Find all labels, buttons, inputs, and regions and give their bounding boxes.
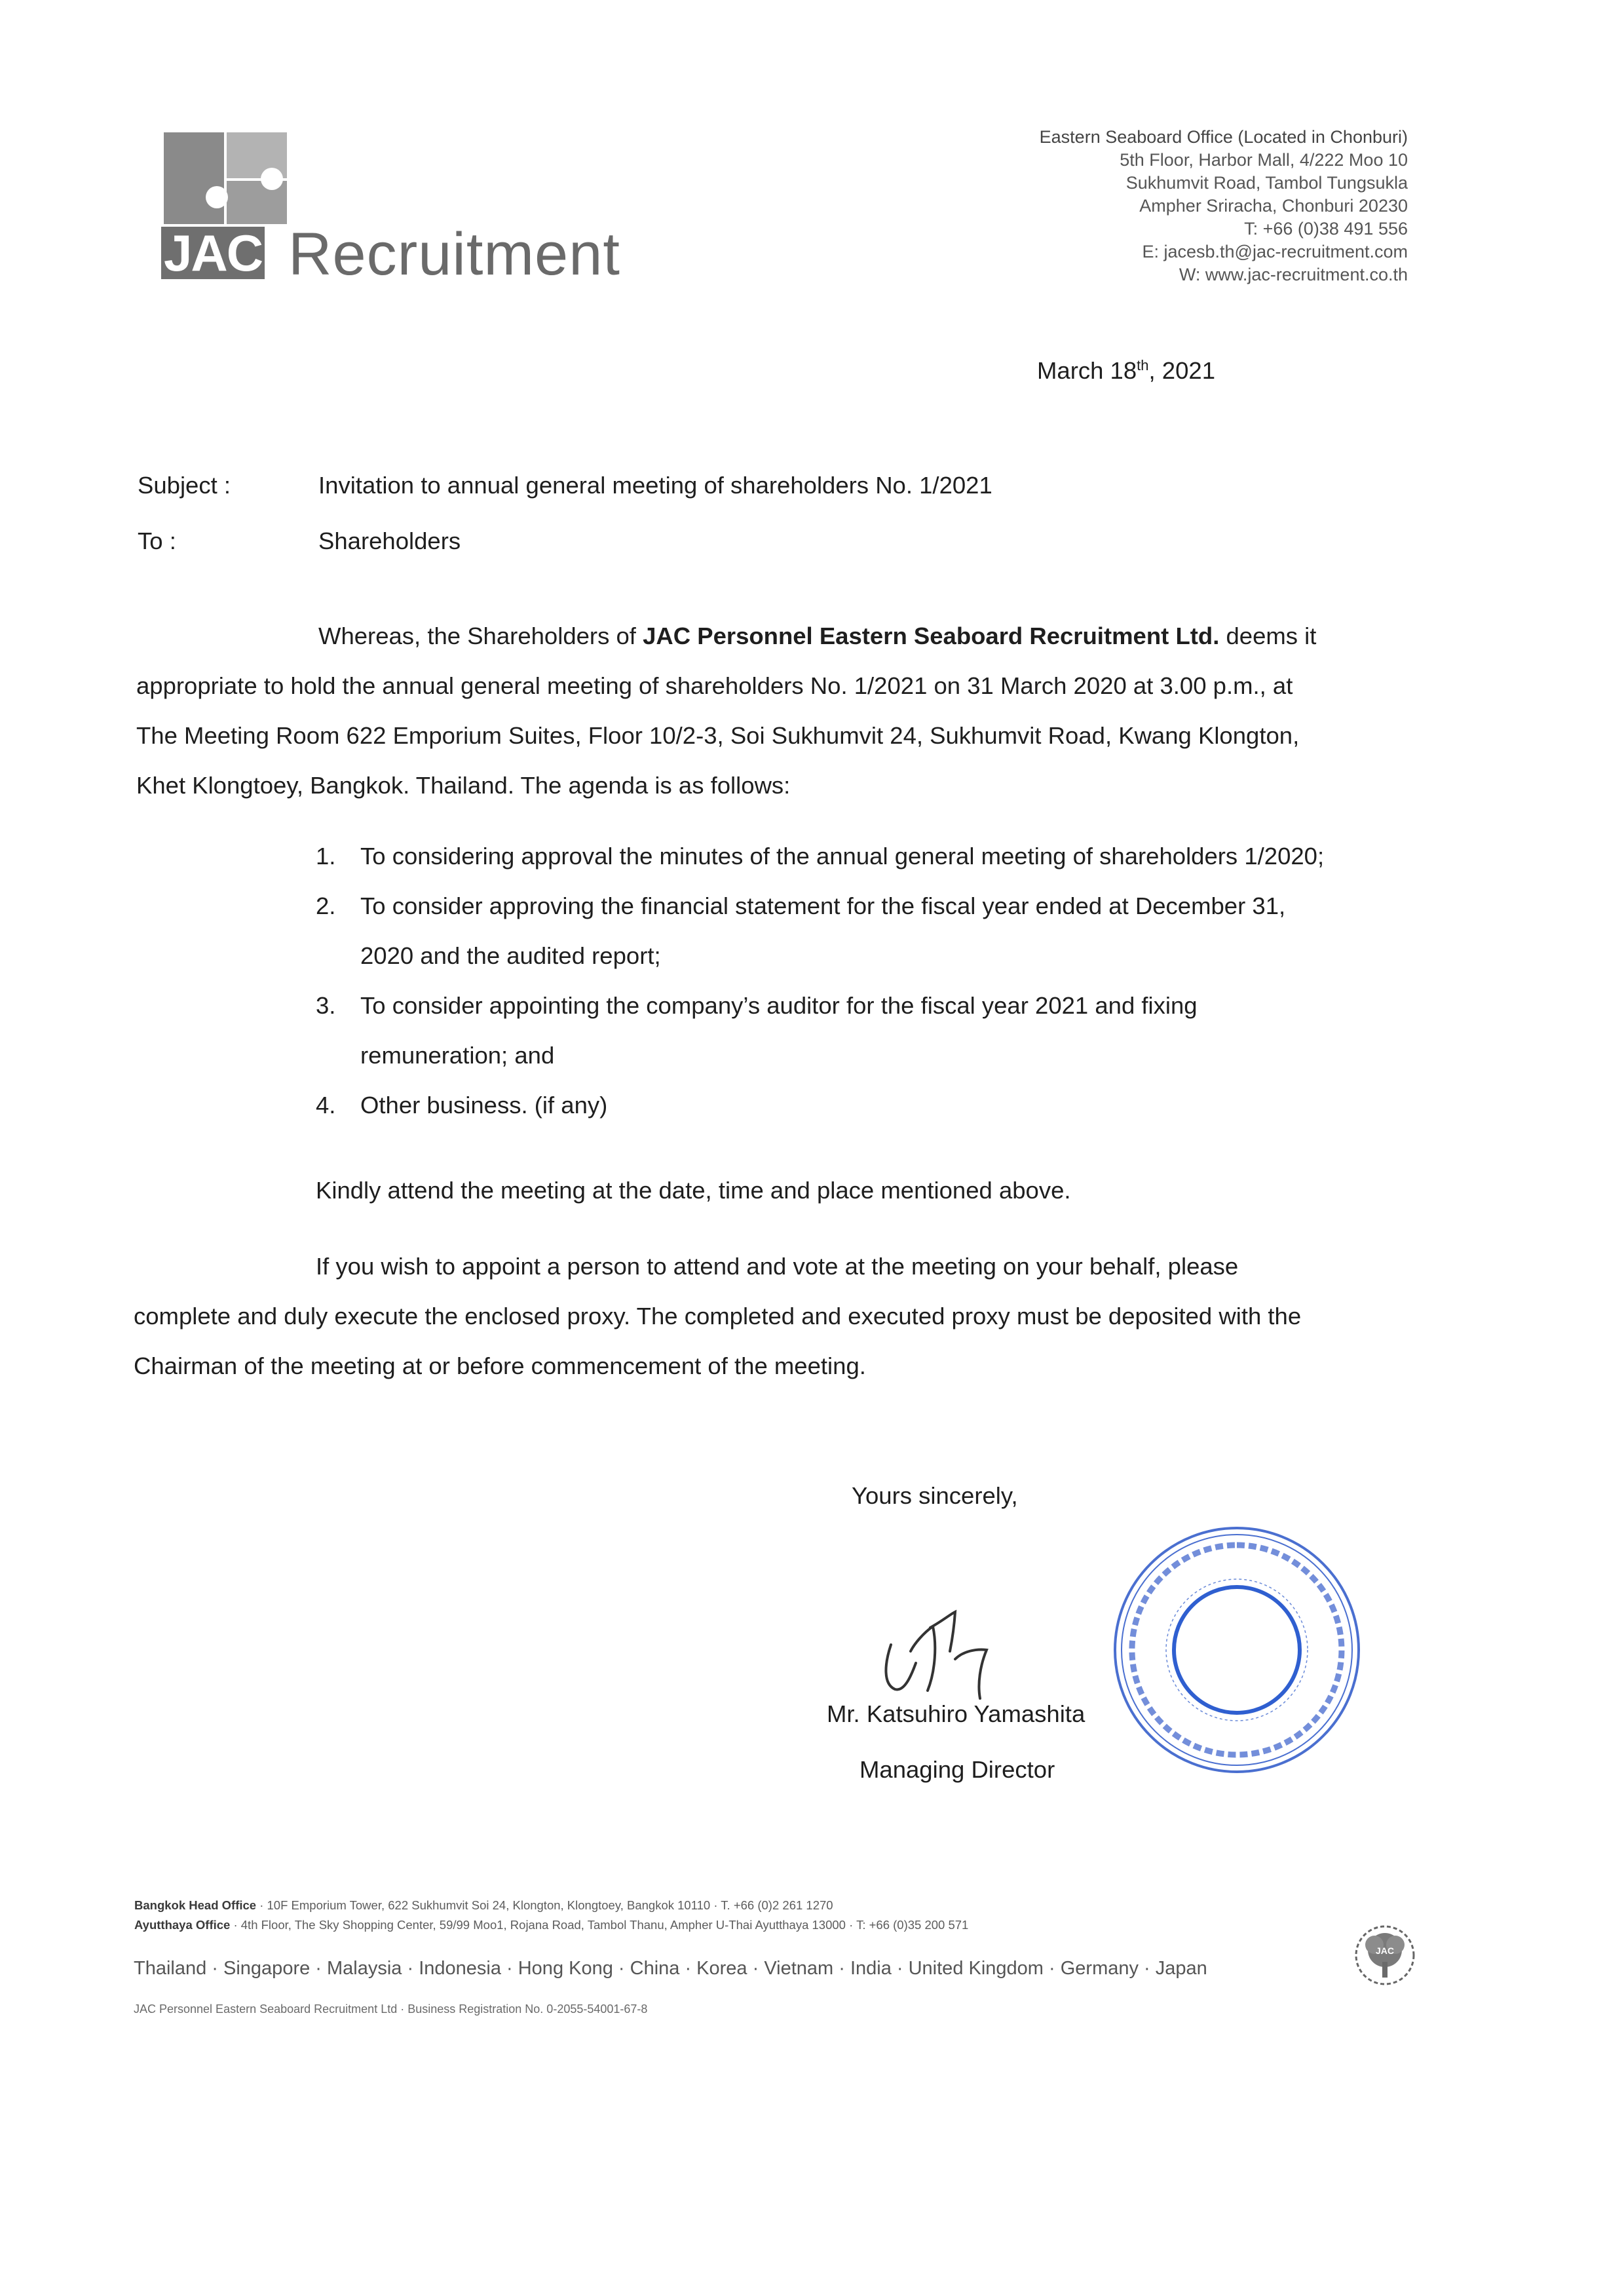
intro-paragraph-line: The Meeting Room 622 Emporium Suites, Floor 10/2-3, Soi Sukhumvit 24, Sukhumvit Road, Kwang Klongton, xyxy=(136,722,1300,749)
footer-bangkok-office xyxy=(134,1898,833,1913)
footer-country-list: Thailand · Singapore · Malaysia · Indonesia · Hong Kong · China · Korea · Vietnam · India · United Kingdom · Germany · Japan xyxy=(134,1958,1207,1979)
office-website: W: www.jac-recruitment.co.th xyxy=(1179,265,1408,284)
office-address-block xyxy=(1040,126,1408,286)
office-address-line: Ampher Sriracha, Chonburi 20230 xyxy=(1139,196,1408,216)
tree-badge-icon xyxy=(1335,1913,1433,1999)
logo-recruitment-text: Recruitment xyxy=(288,221,620,288)
subject-label: Subject : xyxy=(138,472,231,499)
intro-paragraph-line: appropriate to hold the annual general meeting of shareholders No. 1/2021 on 31 March 2020 at 3.00 p.m., at xyxy=(136,672,1293,699)
company-name: JAC Personnel Eastern Seaboard Recruitment Ltd. xyxy=(643,622,1220,649)
intro-text: deems it xyxy=(1219,622,1317,649)
agenda-item-number: 1. xyxy=(316,843,336,870)
agenda-item-number: 3. xyxy=(316,992,336,1019)
office-phone: T: +66 (0)38 491 556 xyxy=(1244,219,1408,239)
badge-label: JAC xyxy=(1375,1945,1395,1956)
intro-paragraph-line xyxy=(318,622,1316,650)
company-seal-stamp xyxy=(1106,1519,1368,1781)
agenda-item-text: Other business. (if any) xyxy=(360,1092,608,1119)
closing-salutation: Yours sincerely, xyxy=(852,1482,1018,1509)
office-email: E: jacesb.th@jac-recruitment.com xyxy=(1142,242,1408,261)
attendance-paragraph: Kindly attend the meeting at the date, time and place mentioned above. xyxy=(316,1177,1071,1204)
intro-paragraph-line: Khet Klongtoey, Bangkok. Thailand. The agenda is as follows: xyxy=(136,772,791,799)
office-address-line: 5th Floor, Harbor Mall, 4/222 Moo 10 xyxy=(1120,150,1408,170)
agenda-item-text: To considering approval the minutes of the annual general meeting of shareholders 1/2020; xyxy=(360,843,1325,870)
letter-date xyxy=(1037,357,1215,385)
footer-office-address: · 10F Emporium Tower, 622 Sukhumvit Soi 24, Klongton, Klongtoey, Bangkok 10110 · T. +66 (0)2 261 1270 xyxy=(256,1898,833,1912)
office-title: Eastern Seaboard Office (Located in Chonburi) xyxy=(1039,127,1408,147)
agenda-item-number: 2. xyxy=(316,892,336,919)
footer-ayutthaya-office xyxy=(134,1918,968,1932)
office-address-line: Sukhumvit Road, Tambol Tungsukla xyxy=(1125,173,1408,193)
footer-office-label: Ayutthaya Office xyxy=(134,1918,231,1932)
footer-office-label: Bangkok Head Office xyxy=(134,1898,257,1912)
to-label: To : xyxy=(138,527,176,554)
date-main: March 18 xyxy=(1037,357,1137,385)
date-suffix: th xyxy=(1137,357,1149,373)
agenda-item-text: To consider approving the financial statement for the fiscal year ended at December 31, xyxy=(360,892,1286,919)
intro-text: Whereas, the Shareholders of xyxy=(318,622,643,649)
proxy-paragraph-line: If you wish to appoint a person to attend and vote at the meeting on your behalf, please xyxy=(316,1253,1239,1280)
subject-text: Invitation to annual general meeting of shareholders No. 1/2021 xyxy=(318,472,992,499)
agenda-item-text: 2020 and the audited report; xyxy=(360,942,661,969)
to-recipient: Shareholders xyxy=(318,527,461,554)
agenda-item-text: remuneration; and xyxy=(360,1042,555,1069)
signer-name: Mr. Katsuhiro Yamashita xyxy=(827,1700,1086,1727)
proxy-paragraph-line: complete and duly execute the enclosed proxy. The completed and executed proxy must be deposited with the xyxy=(134,1303,1302,1330)
agenda-item-text: To consider appointing the company’s auditor for the fiscal year 2021 and fixing xyxy=(360,992,1198,1019)
proxy-paragraph-line: Chairman of the meeting at or before commencement of the meeting. xyxy=(134,1352,866,1379)
logo-jac-text: JAC xyxy=(161,227,265,279)
footer-registration: JAC Personnel Eastern Seaboard Recruitment Ltd · Business Registration No. 0-2055-54001-67-8 xyxy=(134,2002,648,2016)
agenda-item-number: 4. xyxy=(316,1092,336,1119)
signer-title: Managing Director xyxy=(859,1756,1055,1783)
handwritten-signature xyxy=(865,1586,1061,1717)
date-year: , 2021 xyxy=(1148,357,1215,385)
footer-office-address: · 4th Floor, The Sky Shopping Center, 59/99 Moo1, Rojana Road, Tambol Thanu, Ampher U-Thai Ayutthaya 13000 · T: +66 (0)35 200 571 xyxy=(230,1918,969,1932)
